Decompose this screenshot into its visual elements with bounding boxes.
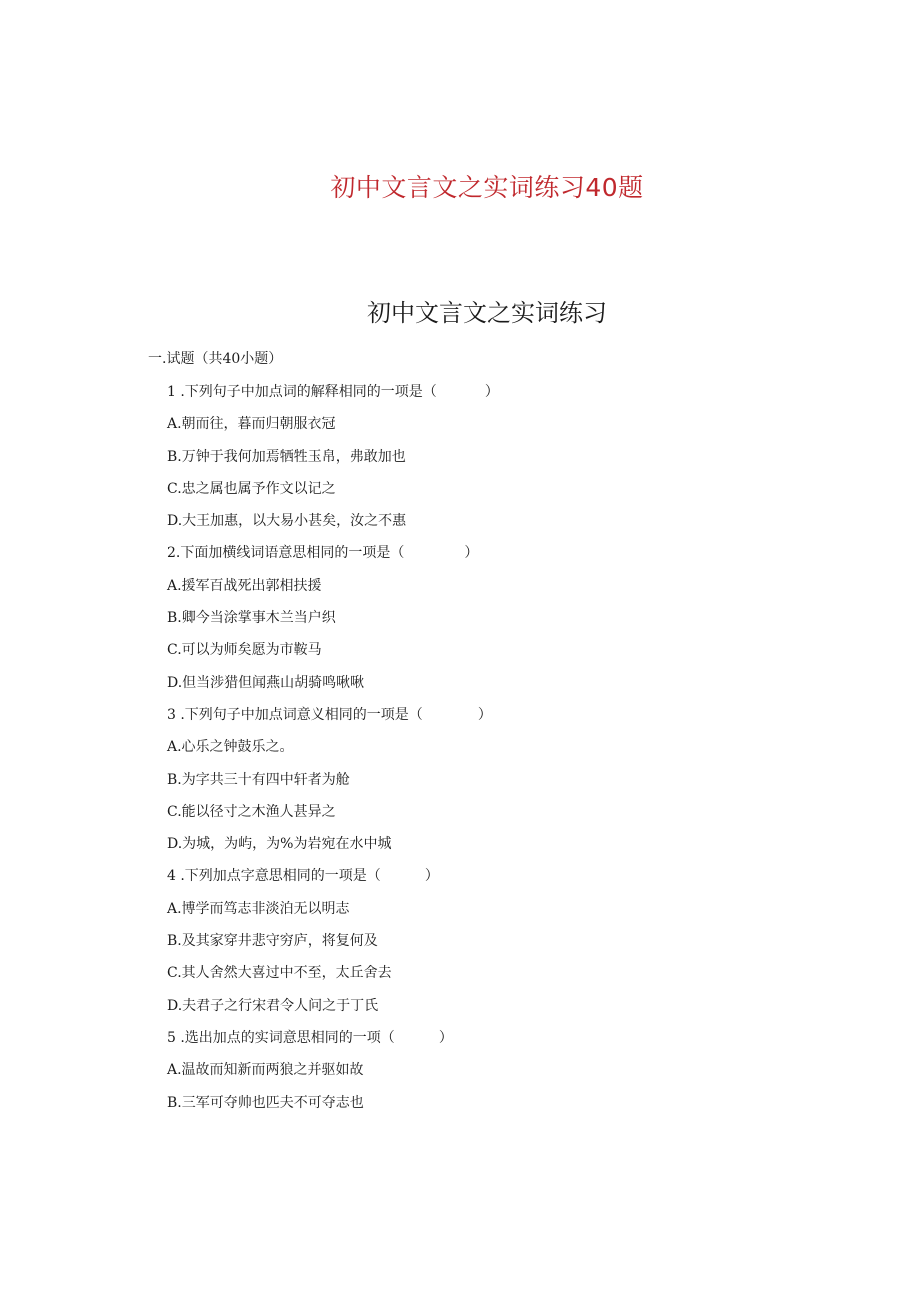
question-stem-text: 5 .选出加点的实词意思相同的一项（ <box>167 1029 395 1046</box>
answer-option: C.可以为师矣愿为市鞍马 <box>167 642 322 659</box>
answer-option: B.万钟于我何加焉牺牲玉帛，弗敢加也 <box>167 448 406 465</box>
answer-option: A.温故而知新而两狼之并驱如故 <box>167 1062 364 1079</box>
question-stem <box>167 381 787 413</box>
answer-option: B.卿今当涂掌事木兰当户织 <box>167 610 336 627</box>
answer-option: C.忠之属也属予作文以记之 <box>167 480 336 497</box>
answer-option: C.其人舍然大喜过中不至，太丘舍去 <box>167 965 392 982</box>
question-stem-close: ） <box>438 1029 453 1046</box>
answer-option: D.为城，为屿，为%为岩宛在水中城 <box>167 836 392 853</box>
answer-option: D.但当涉猎但闻燕山胡骑鸣啾啾 <box>167 674 365 691</box>
question-stem-close: ） <box>484 384 499 400</box>
question-stem-text: 4 .下列加点字意思相同的一项是（ <box>167 868 381 885</box>
answer-option: C.能以径寸之木渔人甚异之 <box>167 803 336 820</box>
answer-option: B.为字共三十有四中轩者为舱 <box>167 771 350 788</box>
answer-option: B.三军可夺帅也匹夫不可夺志也 <box>167 1094 364 1111</box>
question-stem-close: ） <box>477 706 492 723</box>
question-stem <box>167 1027 787 1059</box>
question-stem-close: ） <box>424 868 439 885</box>
answer-option: A.博学而笃志非淡泊无以明志 <box>167 900 350 917</box>
question-stem <box>167 865 787 897</box>
answer-option: D.大王加惠，以大易小甚矣，汝之不惠 <box>167 513 407 530</box>
question-stem-text: 3 .下列句子中加点词意义相同的一项是（ <box>167 706 423 723</box>
answer-option: A.朝而往，暮而归朝服衣冠 <box>167 416 336 433</box>
question-list <box>167 381 787 1124</box>
answer-option: A.援军百战死出郭相扶援 <box>167 577 322 594</box>
question-stem <box>167 542 787 574</box>
question-stem-text: 1 .下列句子中加点词的解释相同的一项是（ <box>167 384 437 400</box>
answer-option: D.夫君子之行宋君令人问之于丁氏 <box>167 997 379 1014</box>
question-stem-close: ） <box>464 545 479 562</box>
question-stem <box>167 704 787 736</box>
answer-option: A.心乐之钟鼓乐之。 <box>167 739 294 756</box>
question-stem-text: 2.下面加横线词语意思相同的一项是（ <box>167 545 405 562</box>
section-heading: 一.试题（共40小题） <box>148 351 283 367</box>
document-title: 初中文言文之实词练习40题 <box>330 173 644 202</box>
answer-option: B.及其家穿井悲守穷庐，将复何及 <box>167 933 378 950</box>
document-subtitle: 初中文言文之实词练习 <box>367 299 607 327</box>
